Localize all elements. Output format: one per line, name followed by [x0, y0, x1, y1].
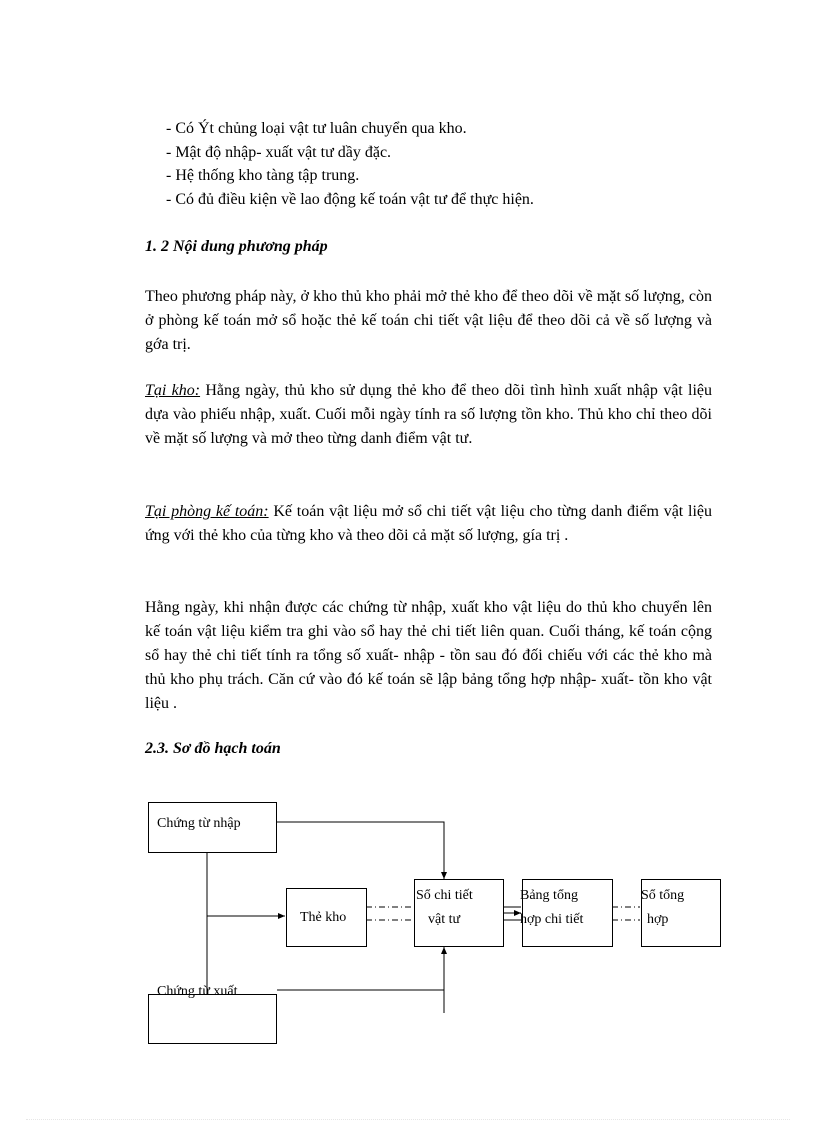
label-so-tong-hop-1: Sổ tổng — [641, 888, 685, 903]
label-bang-tong-hop-2: hợp chi tiết — [520, 912, 584, 927]
label-so-chi-tiet-1: Sổ chi tiết — [416, 888, 473, 903]
label-bang-tong-hop-1: Bảng tổng — [520, 888, 578, 903]
bullet-item: - Hệ thống kho tàng tập trung. — [166, 167, 360, 184]
label-chung-tu-nhap: Chứng từ nhập — [157, 816, 241, 831]
section-heading: 1. 2 Nội dung phương pháp — [145, 238, 328, 255]
page-bottom-divider — [26, 1119, 790, 1120]
label-so-tong-hop-2: hợp — [647, 912, 669, 927]
label-so-chi-tiet-2: vật tư — [428, 912, 461, 927]
paragraph-label: Tại kho: — [145, 382, 201, 399]
section-heading: 2.3. Sơ đồ hạch toán — [145, 740, 281, 757]
label-chung-tu-xuat: Chứng từ xuất — [157, 984, 238, 999]
arrow-nhap-to-sochitiet — [277, 822, 444, 879]
bullet-item: - Có đủ điều kiện về lao động kế toán vật tư để thực hiện. — [166, 190, 534, 208]
paragraph-label: Tại phòng kế toán: — [145, 503, 269, 520]
paragraph-text: Hằng ngày, thủ kho sử dụng thẻ kho để theo dõi tình hình xuất nhập vật liệu dựa vào phiếu nhập, xuất. Cuối mỗi ngày tính ra số lượng tồn kho. Thủ kho chỉ theo dõi về mặt số lượng và mở theo từng danh điểm vật tư. — [145, 382, 712, 447]
label-the-kho: Thẻ kho — [300, 910, 347, 925]
paragraph-text: Kế toán vật liệu mở sổ chi tiết vật liệu cho từng danh điểm vật liệu ứng với thẻ kho của từng kho và theo dõi cả mặt số lượng, gía trị . — [145, 503, 713, 544]
paragraph-text: Theo phương pháp này, ở kho thủ kho phải mở thẻ kho để theo dõi về mặt số lượng, còn ở phòng kế toán mở sổ hoặc thẻ kế toán chi tiết vật liệu để theo dõi cả về số lượng và gớa trị. — [145, 288, 712, 353]
bullet-item: - Có Ýt chủng loại vật tư luân chuyển qua kho. — [166, 120, 467, 137]
paragraph-text: Hằng ngày, khi nhận được các chứng từ nhập, xuất kho vật liệu do thủ kho chuyển lên kế toán vật liệu kiểm tra ghi vào sổ hay thẻ chi tiết liên quan. Cuối tháng, kế toán cộng sổ hay thẻ chi tiết tính ra tổng số xuất- nhập - tồn sau đó đối chiếu với các thẻ kho mà thủ kho phụ trách. Căn cứ vào đó kế toán sẽ lập bảng tổng hợp nhập- xuất- tồn kho vật liệu . — [145, 599, 712, 712]
box-chung-tu-xuat — [148, 994, 277, 1044]
arrow-xuat-to-sochitiet — [277, 947, 444, 990]
bullet-item: - Mật độ nhập- xuất vật tư dầy đặc. — [166, 143, 392, 161]
